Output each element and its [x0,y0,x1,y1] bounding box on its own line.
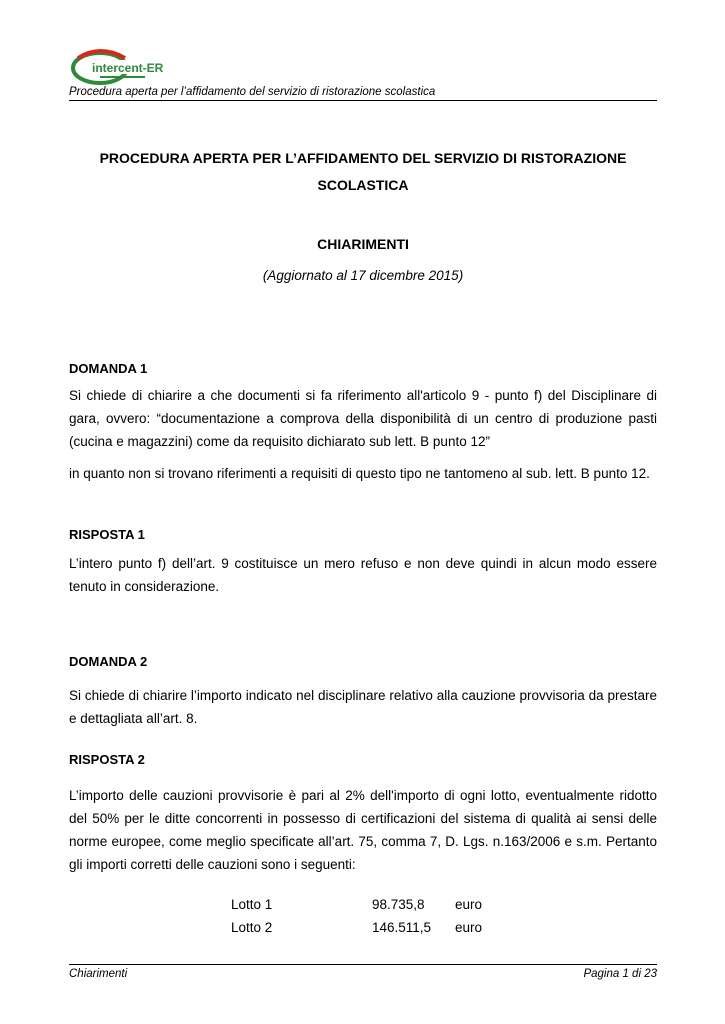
document-subtitle: CHIARIMENTI [317,236,409,252]
document-title: PROCEDURA APERTA PER L’AFFIDAMENTO DEL SERVIZIO DI RISTORAZIONE SCOLASTICA [99,150,627,193]
page-footer [69,964,657,980]
lotto-row [231,916,482,939]
question-1-text-continued: in quanto non si trovano riferimenti a requisiti di questo tipo ne tantomeno al sub. lett. B punto 12. [69,466,650,481]
lotto-row [231,893,482,916]
question-1-label: DOMANDA 1 [69,361,148,376]
running-header: Procedura aperta per l’affidamento del servizio di ristorazione scolastica [69,86,657,101]
page-number: Pagina 1 di 23 [583,968,657,980]
lotto-name: Lotto 1 [231,897,273,912]
question-2-text: Si chiede di chiarire l’importo indicato nel disciplinare relativo alla cauzione provvisoria da prestare e dettagliata all’art. 8. [69,688,657,726]
answer-1-text: L’intero punto f) dell’art. 9 costituisce un mero refuso e non deve quindi in alcun modo essere tenuto in considerazione. [69,556,657,594]
question-2-label: DOMANDA 2 [69,654,148,669]
footer-left: Chiarimenti [69,968,128,980]
logo-text: intercent-ER [92,61,164,75]
intercent-er-logo [70,46,170,86]
answer-2-text: L’importo delle cauzioni provvisorie è pari al 2% dell'importo di ogni lotto, eventualmente ridotto del 50% per le ditte concorrenti in possesso di certificazioni del sistema di qualità ai sensi delle norme europee, come meglio specificate all’art. 75, comma 7, D. Lgs. n.163/2006 e s.m. Pertanto gli importi corretti delle cauzioni sono i seguenti: [69,788,657,872]
answer-2-label: RISPOSTA 2 [69,752,145,767]
lotto-currency: euro [455,897,483,912]
lotti-table [231,893,482,939]
lotto-amount: 98.735,8 [372,897,425,912]
lotto-amount: 146.511,5 [372,920,432,935]
answer-1-label: RISPOSTA 1 [69,527,145,542]
question-1-text: Si chiede di chiarire a che documenti si fa riferimento all'articolo 9 - punto f) del Disciplinare di gara, ovvero: “documentazione a comprova della disponibilità di un centro di produzione pasti (cucina e magazzini) come da requisito dichiarato sub lett. B punto 12” [69,388,657,449]
update-date: (Aggiornato al 17 dicembre 2015) [262,268,464,283]
lotto-currency: euro [455,920,483,935]
lotto-name: Lotto 2 [231,920,273,935]
